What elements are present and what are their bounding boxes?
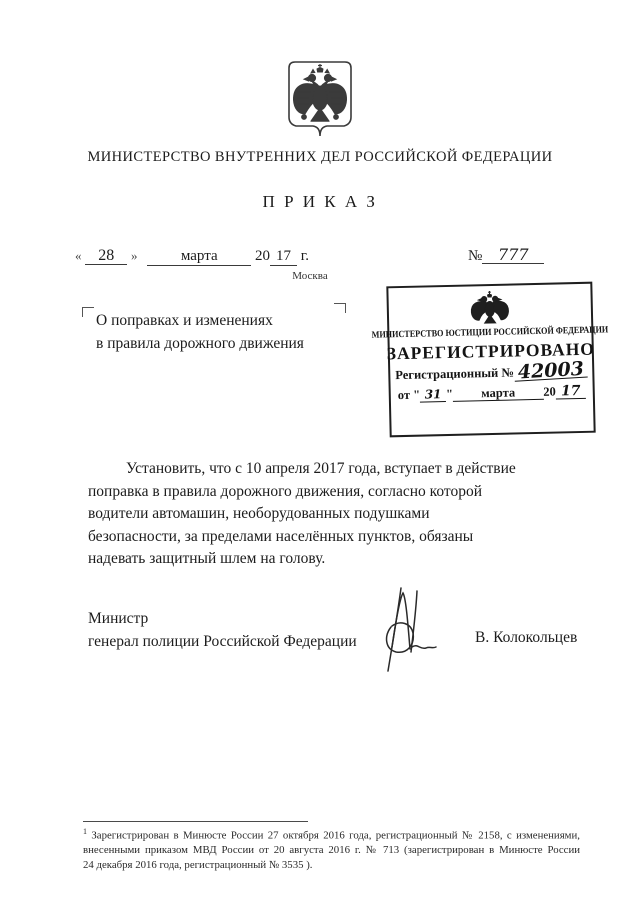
footnote-separator xyxy=(83,821,308,822)
subject-line-2: в правила дорожного движения xyxy=(96,335,304,352)
body-line: безопасности, за пределами населённых пунктов, обязаны xyxy=(88,527,474,545)
footnote-line: 24 декабря 2016 года, регистрационный № 3535 ). xyxy=(83,858,313,871)
date-line xyxy=(75,247,309,266)
stamp-open-quote: " xyxy=(412,387,421,402)
document-type-title: П Р И К А З xyxy=(262,192,378,211)
signer-title-line-1: Министр xyxy=(88,610,149,627)
stamp-date-year: 17 xyxy=(556,385,586,400)
city-label: Москва xyxy=(292,270,328,282)
stamp-date-month: марта xyxy=(453,385,544,402)
number-sign: № xyxy=(468,248,483,264)
close-quote: » xyxy=(131,248,138,263)
body-line: надевать защитный шлем на голову. xyxy=(88,550,326,567)
stamp-close-quote: " xyxy=(445,386,454,402)
subject-block xyxy=(82,302,346,362)
signer-name: В. Колокольцев xyxy=(475,629,578,646)
russia-coat-of-arms-icon xyxy=(284,58,356,144)
footnote xyxy=(83,825,580,872)
stamp-registration-line xyxy=(395,357,587,384)
justice-ministry-eagle-icon xyxy=(466,288,513,327)
open-quote: « xyxy=(75,248,82,263)
signer-title-line-2: генерал полиции Российской Федерации xyxy=(88,633,357,650)
document-number-line xyxy=(468,246,544,265)
stamp-ministry-title: МИНИСТЕРСТВО ЮСТИЦИИ РОССИЙСКОЙ ФЕДЕРАЦИИ xyxy=(372,325,609,341)
order-body xyxy=(88,458,566,571)
subject-line-1: О поправках и изменениях xyxy=(96,312,273,329)
stamp-reg-label: Регистрационный № xyxy=(395,365,515,383)
registration-stamp xyxy=(372,282,609,438)
stamp-year-prefix: 20 xyxy=(543,384,556,399)
corner-bracket-right-icon xyxy=(334,303,346,313)
date-day: 28 xyxy=(85,247,127,265)
body-line: водители автомашин, необорудованных подушками xyxy=(88,505,430,522)
stamp-registered-label: ЗАРЕГИСТРИРОВАНО xyxy=(386,338,596,364)
date-year: 17 xyxy=(270,248,297,266)
body-line: поправка в правила дорожного движения, согласно которой xyxy=(88,482,483,500)
date-month: марта xyxy=(147,248,251,266)
document-number: 777 xyxy=(482,246,544,264)
year-suffix: г. xyxy=(300,248,309,264)
stamp-date-line xyxy=(398,384,586,403)
handwritten-signature xyxy=(370,585,448,673)
footnote-marker: 1 xyxy=(83,827,87,836)
stamp-date-day: 31 xyxy=(420,388,446,403)
stamp-reg-number: 42003 xyxy=(514,361,588,382)
ministry-title: МИНИСТЕРСТВО ВНУТРЕННИХ ДЕЛ РОССИЙСКОЙ ФЕДЕРАЦИИ xyxy=(87,149,553,165)
footnote-line: $^1$ Зарегистрирован в Минюсте России 27 октября 2016 года, регистрационный № 2158, с изменениями, xyxy=(83,827,580,842)
stamp-date-prefix: от xyxy=(397,387,411,403)
year-prefix: 20 xyxy=(255,248,270,264)
body-line: Установить, что с 10 апреля 2017 года, вступает в действие xyxy=(126,460,516,477)
corner-bracket-left-icon xyxy=(82,307,94,317)
footnote-line: внесенными приказом МВД России от 20 августа 2016 г. № 713 (зарегистрирован в Минюсте России xyxy=(83,844,580,857)
